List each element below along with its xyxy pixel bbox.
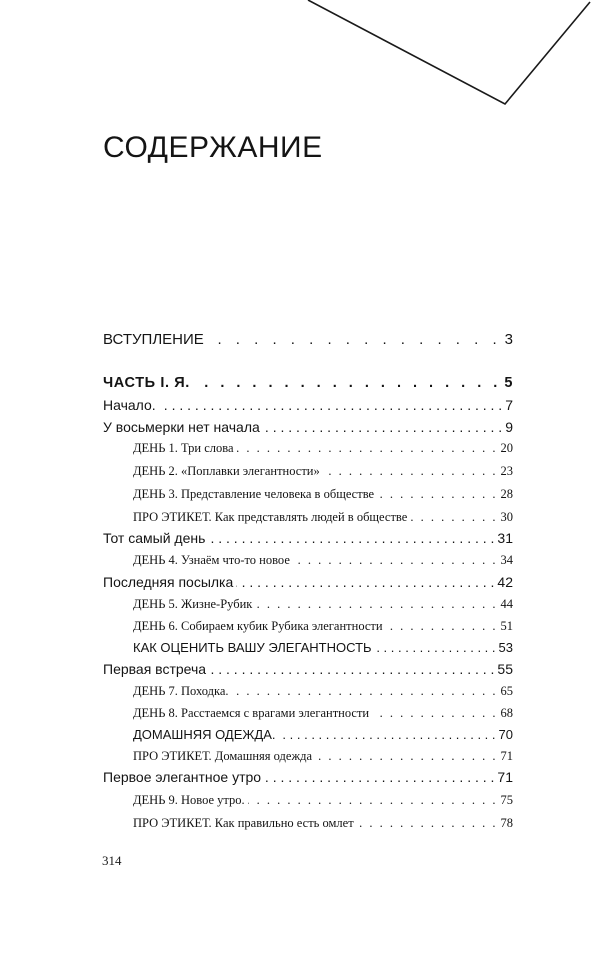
dot-leader	[410, 510, 497, 525]
toc-entry-page: 78	[500, 816, 513, 830]
toc-entry-page: 55	[497, 661, 513, 677]
toc-entry-page: 71	[500, 749, 513, 763]
toc-entry[interactable]	[103, 375, 513, 391]
toc-entry-page: 51	[500, 619, 513, 633]
toc-entry[interactable]	[133, 441, 513, 456]
toc-entry-label: У восьмерки нет начала	[103, 419, 260, 435]
dot-leader	[209, 661, 494, 677]
dot-leader	[159, 397, 503, 413]
toc-entry[interactable]	[103, 661, 513, 677]
toc-entry[interactable]	[133, 464, 513, 479]
dot-leader	[323, 464, 498, 479]
toc-entry[interactable]	[133, 706, 513, 721]
dot-leader	[263, 419, 502, 435]
toc-entry-label: ДЕНЬ 4. Узнаём что-то новое	[133, 553, 290, 567]
toc-entry-page: 23	[500, 464, 513, 478]
toc-entry-page: 53	[498, 640, 513, 655]
toc-entry[interactable]	[133, 684, 513, 699]
toc-entry-page: 42	[497, 574, 513, 590]
dot-leader	[232, 684, 498, 699]
toc-entry-label: ДЕНЬ 9. Новое утро.	[133, 793, 245, 807]
toc-entry[interactable]	[133, 487, 513, 502]
dot-leader	[372, 706, 497, 721]
toc-entry-label: ДЕНЬ 5. Жизне-Рубик	[133, 597, 253, 611]
toc-entry-label: ДЕНЬ 6. Собираем кубик Рубика элегантности	[133, 619, 383, 633]
toc-entry-page: 31	[497, 530, 513, 546]
page-number: 314	[102, 853, 122, 868]
dot-leader	[293, 553, 498, 568]
toc-entry-page: 68	[500, 706, 513, 720]
dot-leader	[248, 793, 498, 808]
toc-entry[interactable]	[133, 727, 513, 742]
toc-entry[interactable]	[103, 574, 513, 590]
toc-entry[interactable]	[133, 640, 513, 655]
dot-leader	[357, 816, 498, 831]
dot-leader	[237, 441, 498, 456]
toc-entry-page: 7	[505, 397, 513, 413]
dot-leader	[279, 727, 496, 742]
dot-leader	[315, 749, 498, 764]
toc-entry-page: 34	[500, 553, 513, 567]
toc-entry-page: 20	[500, 441, 513, 455]
toc-entry[interactable]	[133, 793, 513, 808]
toc-entry-page: 28	[500, 487, 513, 501]
dot-leader	[193, 375, 501, 391]
dot-leader	[236, 574, 494, 590]
page-title: СОДЕРЖАНИЕ	[103, 131, 323, 164]
toc-entry-page: 71	[497, 769, 513, 785]
toc-entry-label: ДОМАШНЯЯ ОДЕЖДА.	[133, 727, 276, 742]
toc-entry-label: ПРО ЭТИКЕТ. Как представлять людей в обществе	[133, 510, 408, 524]
toc-entry-label: ПРО ЭТИКЕТ. Как правильно есть омлет	[133, 816, 354, 830]
toc-entry-label: ЧАСТЬ I. Я.	[103, 375, 190, 391]
toc-entry[interactable]	[133, 597, 513, 612]
toc-entry-page: 9	[505, 419, 513, 435]
dot-leader	[375, 640, 496, 655]
toc-entry[interactable]	[133, 749, 513, 764]
toc-entry[interactable]	[103, 530, 513, 546]
toc-entry[interactable]	[133, 510, 513, 525]
toc-entry-label: Первая встреча	[103, 661, 207, 677]
toc-entry[interactable]	[103, 769, 513, 785]
dot-leader	[377, 487, 497, 502]
toc-entry-page: 5	[504, 375, 513, 391]
toc-entry[interactable]	[133, 553, 513, 568]
toc-entry[interactable]	[103, 419, 513, 435]
toc-entry-label: Последняя посылка	[103, 574, 234, 590]
toc-entry-label: ДЕНЬ 3. Представление человека в обществе	[133, 487, 375, 501]
dot-leader	[207, 331, 502, 348]
toc-entry-label: ДЕНЬ 8. Расстаемся с врагами элегантности	[133, 706, 370, 720]
toc-entry-label: ДЕНЬ 2. «Поплавки элегантности»	[133, 464, 320, 478]
toc-entry[interactable]	[133, 619, 513, 634]
toc-entry-label: Тот самый день	[103, 530, 206, 546]
dot-leader	[255, 597, 497, 612]
toc-entry-label: ВСТУПЛЕНИЕ	[103, 331, 204, 348]
toc-entry-label: Первое элегантное утро	[103, 769, 262, 785]
toc-entry[interactable]	[103, 397, 513, 413]
toc-entry-label: Начало.	[103, 397, 156, 413]
corner-line-decoration	[0, 0, 591, 120]
toc-entry-page: 3	[504, 331, 513, 348]
dot-leader	[208, 530, 494, 546]
toc-entry[interactable]	[133, 816, 513, 831]
toc-entry-page: 75	[500, 793, 513, 807]
toc-entry-label: КАК ОЦЕНИТЬ ВАШУ ЭЛЕГАНТНОСТЬ	[133, 640, 372, 655]
toc-entry-page: 30	[500, 510, 513, 524]
toc-entry[interactable]	[103, 331, 513, 348]
toc-entry-label: ПРО ЭТИКЕТ. Домашняя одежда	[133, 749, 312, 763]
toc-entry-label: ДЕНЬ 1. Три слова	[133, 441, 234, 455]
toc-entry-page: 65	[500, 684, 513, 698]
toc-entry-page: 44	[500, 597, 513, 611]
dot-leader	[386, 619, 498, 634]
dot-leader	[264, 769, 494, 785]
toc-entry-label: ДЕНЬ 7. Походка.	[133, 684, 229, 698]
toc-entry-page: 70	[498, 727, 513, 742]
